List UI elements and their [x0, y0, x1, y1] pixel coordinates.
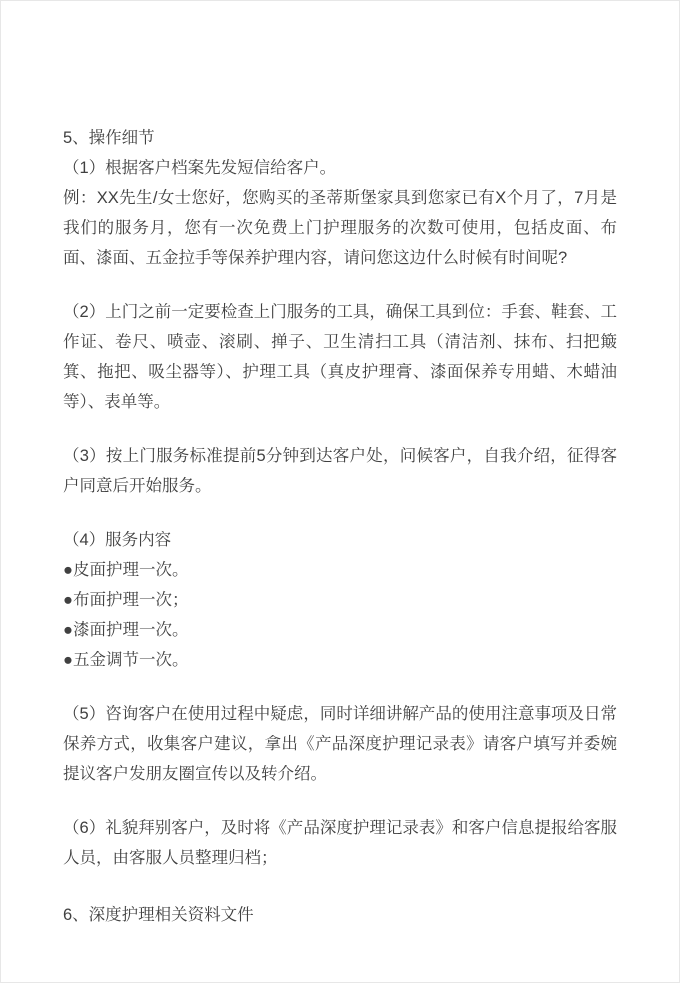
section-6-heading: 6、深度护理相关资料文件 [63, 906, 254, 924]
step-5-text: （5）咨询客户在使用过程中疑虑，同时详细讲解产品的使用注意事项及日常保养方式，收集客户建议，拿出《产品深度护理记录表》请客户填写并委婉提议客户发朋友圈宣传以及转介绍。 [63, 705, 617, 783]
service-bullet-leather: ●皮面护理一次。 [63, 561, 189, 579]
step-1-text: （1）根据客户档案先发短信给客户。 [63, 159, 337, 177]
step-2-text: （2）上门之前一定要检查上门服务的工具，确保工具到位：手套、鞋套、工作证、卷尺、喷壶、滚刷、掸子、卫生清扫工具（清洁剂、抹布、扫把簸箕、拖把、吸尘器等）、护理工具（真皮护理膏、漆面保养专用蜡、木蜡油等）、表单等。 [63, 303, 617, 411]
section-5-heading: 5、操作细节 [63, 129, 155, 147]
step-6-text: （6）礼貌拜别客户，及时将《产品深度护理记录表》和客户信息提报给客服人员，由客服人员整理归档； [63, 819, 617, 867]
service-bullet-fabric: ●布面护理一次； [63, 591, 189, 609]
service-bullet-paint: ●漆面护理一次。 [63, 621, 189, 639]
step-3-text: （3）按上门服务标准提前5分钟到达客户处，问候客户，自我介绍，征得客户同意后开始服务。 [63, 447, 617, 495]
service-bullet-hardware: ●五金调节一次。 [63, 651, 189, 669]
step-1-example-text: 例：XX先生/女士您好，您购买的圣蒂斯堡家具到您家已有X个月了，7月是我们的服务月，您有一次免费上门护理服务的次数可使用，包括皮面、布面、漆面、五金拉手等保养护理内容，请问您这边什么时候有时间呢? [63, 189, 617, 267]
step-4-heading: （4）服务内容 [63, 531, 172, 549]
